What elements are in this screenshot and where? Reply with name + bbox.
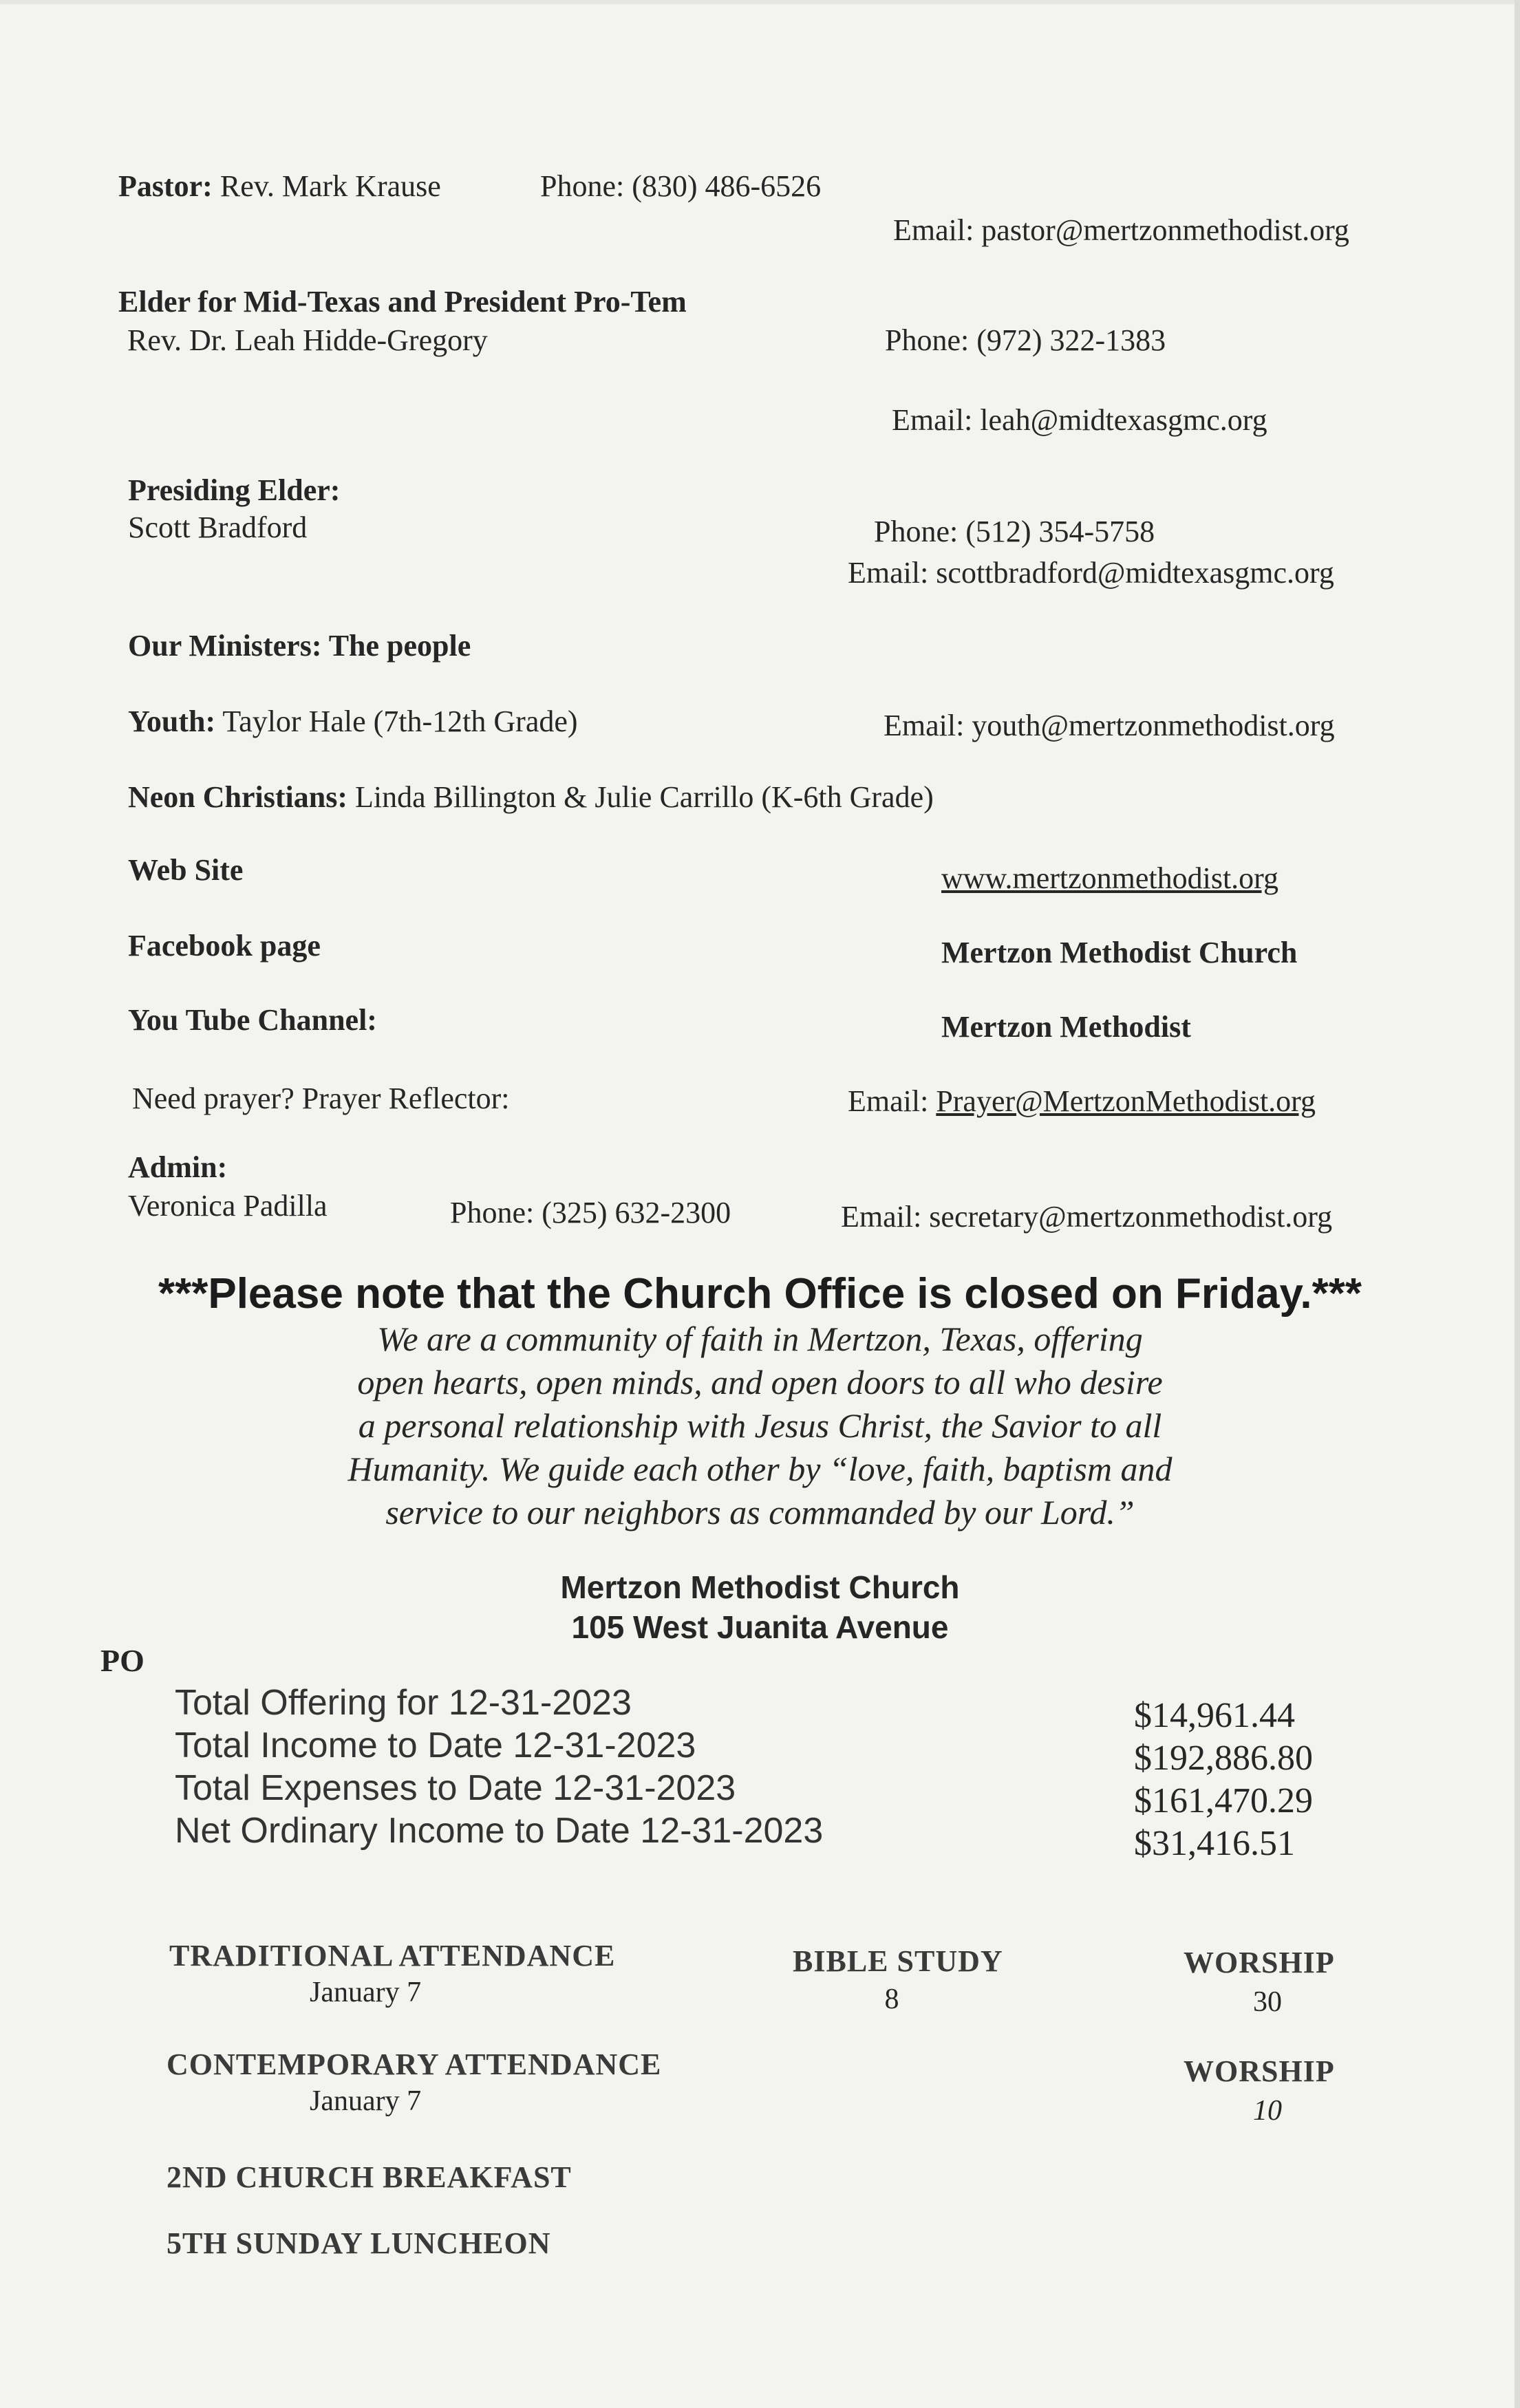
church-breakfast: 2ND CHURCH BREAKFAST (167, 2160, 572, 2194)
ministers-label: Our Ministers: The people (128, 629, 471, 663)
prayer-email-link[interactable]: Prayer@MertzonMethodist.org (936, 1084, 1316, 1118)
youth-label: Youth: (128, 705, 216, 738)
bible-study-label: BIBLE STUDY (793, 1944, 1003, 1978)
mission-line: We are a community of faith in Mertzon, Texas, offering (377, 1320, 1143, 1358)
traditional-attendance-title: TRADITIONAL ATTENDANCE (169, 1939, 616, 1972)
mission-line: service to our neighbors as commanded by our Lord.” (385, 1493, 1135, 1531)
elder-name: Rev. Dr. Leah Hidde-Gregory (127, 323, 488, 357)
page-edge-right (1514, 0, 1520, 2408)
neon-label: Neon Christians: (128, 780, 348, 814)
office-closed-notice: ***Please note that the Church Office is closed on Friday.*** (158, 1270, 1362, 1318)
presiding-phone: Phone: (512) 354-5758 (874, 515, 1155, 548)
youth-value: Taylor Hale (7th-12th Grade) (222, 705, 578, 738)
bible-study-value: 8 (884, 1984, 899, 2015)
mission-line: a personal relationship with Jesus Christ, the Savior to all (358, 1406, 1162, 1445)
finance-label: Total Offering for 12-31-2023 (175, 1683, 632, 1723)
admin-name: Veronica Padilla (128, 1189, 328, 1223)
admin-phone: Phone: (325) 632-2300 (450, 1196, 731, 1229)
contemporary-attendance-title: CONTEMPORARY ATTENDANCE (167, 2047, 662, 2081)
sunday-luncheon: 5TH SUNDAY LUNCHEON (167, 2226, 551, 2260)
contemporary-worship-value: 10 (1253, 2095, 1282, 2127)
admin-label: Admin: (128, 1150, 228, 1184)
finance-amount: $192,886.80 (1134, 1739, 1313, 1778)
pastor-email: Email: pastor@mertzonmethodist.org (893, 213, 1349, 247)
elder-email: Email: leah@midtexasgmc.org (892, 403, 1267, 437)
youtube-value: Mertzon Methodist (941, 1010, 1191, 1044)
mission-line: Humanity. We guide each other by “love, faith, baptism and (347, 1450, 1173, 1488)
mission-line: open hearts, open minds, and open doors to all who desire (357, 1363, 1163, 1401)
youth-email: Email: youth@mertzonmethodist.org (884, 709, 1335, 742)
presiding-email: Email: scottbradford@midtexasgmc.org (848, 556, 1334, 590)
page-edge-top (0, 0, 1520, 4)
prayer-label: Need prayer? Prayer Reflector: (132, 1082, 510, 1115)
youtube-label: You Tube Channel: (128, 1003, 377, 1037)
po-label: PO (100, 1643, 144, 1678)
finance-amount: $14,961.44 (1134, 1696, 1295, 1735)
elder-label: Elder for Mid-Texas and President Pro-Tem (118, 285, 687, 319)
church-street: 105 West Juanita Avenue (571, 1609, 949, 1645)
finance-amount: $31,416.51 (1134, 1824, 1295, 1863)
mission-statement (0, 1318, 1520, 1534)
admin-email: Email: secretary@mertzonmethodist.org (841, 1200, 1333, 1234)
finance-label: Total Income to Date 12-31-2023 (175, 1726, 696, 1765)
contemporary-date: January 7 (310, 2085, 422, 2117)
finance-amount: $161,470.29 (1134, 1781, 1313, 1820)
finance-label: Net Ordinary Income to Date 12-31-2023 (175, 1811, 824, 1851)
prayer-email-prefix: Email: (848, 1084, 929, 1118)
pastor-label: Pastor: (118, 169, 213, 203)
facebook-label: Facebook page (128, 929, 321, 963)
website-link[interactable]: www.mertzonmethodist.org (941, 861, 1279, 895)
elder-phone: Phone: (972) 322-1383 (885, 323, 1166, 357)
youth-line (128, 705, 578, 740)
neon-value: Linda Billington & Julie Carrillo (K-6th Grade) (355, 780, 934, 814)
finance-label: Total Expenses to Date 12-31-2023 (175, 1768, 736, 1808)
website-label: Web Site (128, 853, 244, 887)
prayer-email-line (848, 1084, 1316, 1119)
presiding-label: Presiding Elder: (128, 473, 341, 507)
pastor-name: Rev. Mark Krause (220, 169, 441, 203)
traditional-date: January 7 (310, 1977, 422, 2008)
traditional-worship-value: 30 (1253, 1986, 1282, 2018)
church-name: Mertzon Methodist Church (560, 1569, 960, 1605)
pastor-line (118, 169, 441, 204)
contemporary-worship-label: WORSHIP (1184, 2054, 1335, 2088)
pastor-phone: Phone: (830) 486-6526 (540, 169, 822, 203)
traditional-worship-label: WORSHIP (1184, 1946, 1335, 1979)
facebook-value: Mertzon Methodist Church (941, 936, 1298, 969)
neon-line (128, 780, 934, 815)
presiding-name: Scott Bradford (128, 510, 308, 544)
